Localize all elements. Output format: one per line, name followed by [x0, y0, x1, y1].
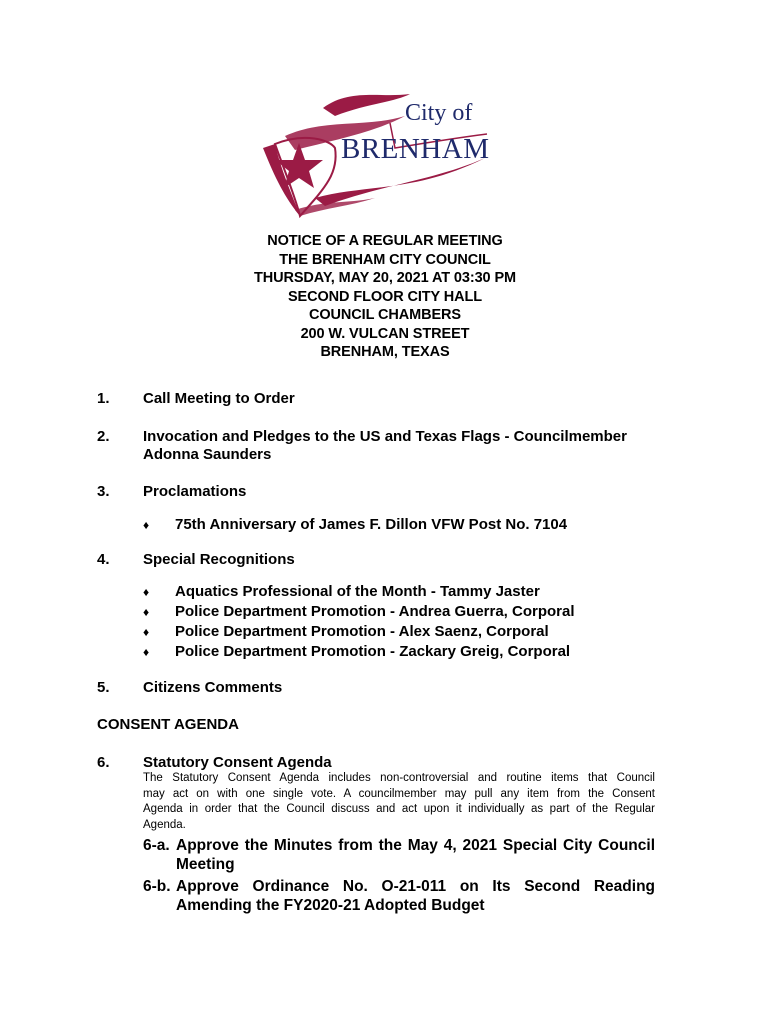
bullet-text: Police Department Promotion - Andrea Guerra, Corporal: [175, 603, 575, 620]
item-number: 4.: [97, 551, 110, 568]
sub-item-body: [176, 877, 655, 915]
diamond-bullet-icon: ♦: [143, 625, 150, 639]
sub-item-line2: Amending the FY2020-21 Adopted Budget: [176, 897, 485, 914]
item-number: 5.: [97, 679, 110, 696]
bullet-text: Police Department Promotion - Zackary Greig, Corporal: [175, 643, 571, 660]
diamond-bullet-icon: ♦: [143, 585, 150, 599]
item-title: Statutory Consent Agenda: [143, 754, 332, 771]
item-title: Special Recognitions: [143, 551, 295, 568]
consent-item-6b: [143, 877, 655, 917]
sub-item-code: 6-b.: [143, 878, 171, 895]
sub-item-line2: Meeting: [176, 856, 235, 873]
item-title: Call Meeting to Order: [143, 390, 295, 407]
header-line: NOTICE OF A REGULAR MEETING: [267, 233, 503, 249]
header-line: COUNCIL CHAMBERS: [309, 307, 461, 323]
header-line: 200 W. VULCAN STREET: [300, 325, 470, 342]
bullet-item: [143, 582, 540, 602]
header-line: BRENHAM, TEXAS: [320, 344, 450, 360]
meeting-notice-header: [0, 232, 770, 362]
diamond-bullet-icon: ♦: [143, 605, 150, 619]
bullet-item: [143, 602, 575, 622]
consent-agenda-description: [143, 771, 655, 833]
logo-brenham: BRENHAM: [341, 133, 490, 165]
item-number: 3.: [97, 483, 110, 500]
description-line: The Statutory Consent Agenda includes non-controversial and routine items that Council: [143, 772, 655, 784]
description-line: Agenda in order that the Council discuss and act upon it individually as part of the Regular: [143, 803, 655, 815]
header-line: THE BRENHAM CITY COUNCIL: [279, 251, 491, 268]
diamond-bullet-icon: ♦: [143, 645, 150, 659]
sub-item-body: [176, 836, 655, 874]
item-number: 2.: [97, 428, 110, 445]
flag-star-logo-graphic: [255, 88, 495, 220]
item-title: Proclamations: [143, 483, 247, 500]
city-of-brenham-logo: [255, 88, 495, 220]
bullet-item: [143, 515, 567, 535]
description-line: may act on with one single vote. A councilmember may pull any item from the Consent: [143, 787, 655, 800]
bullet-item: [143, 642, 570, 662]
bullet-text: Aquatics Professional of the Month - Tammy Jaster: [175, 583, 540, 600]
bullet-text: 75th Anniversary of James F. Dillon VFW Post No. 7104: [175, 516, 568, 533]
diamond-bullet-icon: ♦: [143, 518, 150, 532]
item-number: 6.: [97, 754, 110, 771]
sub-item-line1: Approve Ordinance No. O-21-011 on Its Second Reading: [176, 878, 655, 895]
item-title-line1: Invocation and Pledges to the US and Texas Flags - Councilmember: [143, 428, 627, 445]
description-line: Agenda.: [143, 818, 186, 831]
header-line: SECOND FLOOR CITY HALL: [287, 288, 483, 305]
consent-item-6a: [143, 836, 655, 876]
sub-item-line1: Approve the Minutes from the May 4, 2021 Special City Council: [176, 837, 655, 854]
bullet-item: [143, 622, 549, 642]
logo-city-of: City of: [405, 100, 473, 126]
header-line: THURSDAY, MAY 20, 2021 AT 03:30 PM: [253, 270, 516, 286]
bullet-text: Police Department Promotion - Alex Saenz, Corporal: [175, 623, 549, 640]
item-number: 1.: [97, 390, 110, 407]
item-title: Citizens Comments: [143, 679, 283, 696]
sub-item-code: 6-a.: [143, 837, 170, 854]
item-title-line2: Adonna Saunders: [143, 446, 272, 463]
consent-agenda-heading: CONSENT AGENDA: [97, 716, 239, 733]
